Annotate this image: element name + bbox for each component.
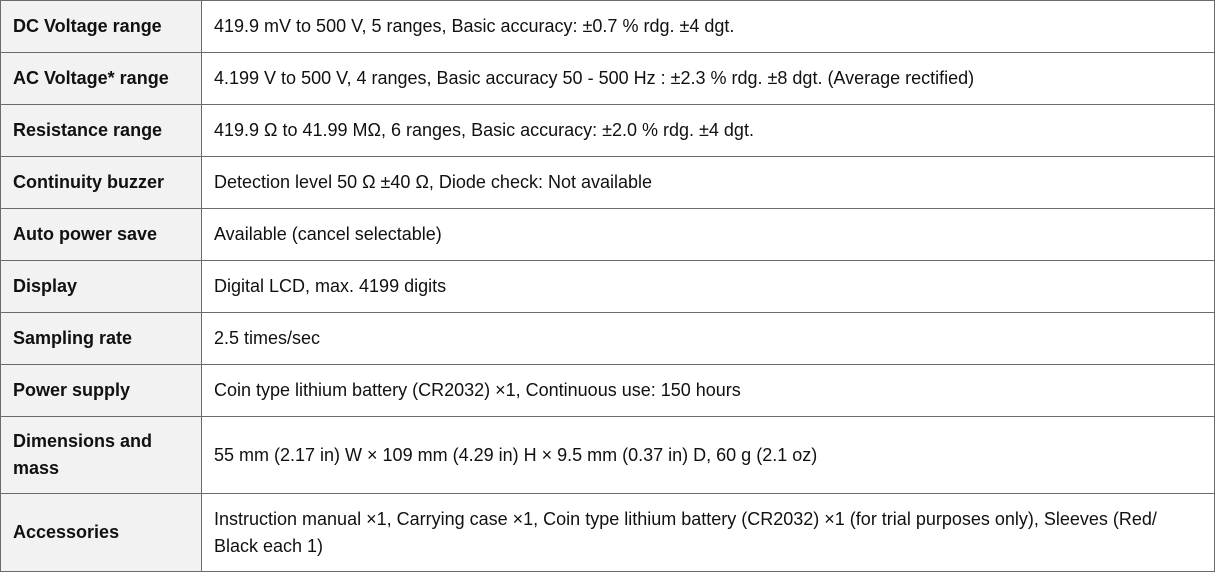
spec-value: 419.9 mV to 500 V, 5 ranges, Basic accuracy: ±0.7 % rdg. ±4 dgt. xyxy=(202,1,1215,53)
spec-row-ac-voltage xyxy=(1,53,1215,105)
spec-row-dimensions xyxy=(1,417,1215,494)
spec-label: Continuity buzzer xyxy=(1,157,202,209)
spec-value: 419.9 Ω to 41.99 MΩ, 6 ranges, Basic accuracy: ±2.0 % rdg. ±4 dgt. xyxy=(202,105,1215,157)
spec-value: Available (cancel selectable) xyxy=(202,209,1215,261)
spec-label: Accessories xyxy=(1,494,202,572)
spec-label: DC Voltage range xyxy=(1,1,202,53)
spec-row-power-supply xyxy=(1,365,1215,417)
spec-row-display xyxy=(1,261,1215,313)
spec-label: Resistance range xyxy=(1,105,202,157)
spec-label: Display xyxy=(1,261,202,313)
spec-label: Sampling rate xyxy=(1,313,202,365)
spec-value: 55 mm (2.17 in) W × 109 mm (4.29 in) H × 9.5 mm (0.37 in) D, 60 g (2.1 oz) xyxy=(202,417,1215,494)
spec-row-resistance xyxy=(1,105,1215,157)
spec-label: Auto power save xyxy=(1,209,202,261)
spec-label: AC Voltage* range xyxy=(1,53,202,105)
spec-label: Power supply xyxy=(1,365,202,417)
spec-label: Dimensions and mass xyxy=(1,417,202,494)
spec-row-accessories xyxy=(1,494,1215,572)
spec-value: Detection level 50 Ω ±40 Ω, Diode check: Not available xyxy=(202,157,1215,209)
spec-row-continuity xyxy=(1,157,1215,209)
spec-value: Instruction manual ×1, Carrying case ×1, Coin type lithium battery (CR2032) ×1 (for trial purposes only), Sleeves (Red/ Black each 1) xyxy=(202,494,1215,572)
spec-value: 2.5 times/sec xyxy=(202,313,1215,365)
spec-value: Digital LCD, max. 4199 digits xyxy=(202,261,1215,313)
spec-row-auto-power-save xyxy=(1,209,1215,261)
spec-value: 4.199 V to 500 V, 4 ranges, Basic accuracy 50 - 500 Hz : ±2.3 % rdg. ±8 dgt. (Average rectified) xyxy=(202,53,1215,105)
spec-row-sampling-rate xyxy=(1,313,1215,365)
spec-row-dc-voltage xyxy=(1,1,1215,53)
spec-value: Coin type lithium battery (CR2032) ×1, Continuous use: 150 hours xyxy=(202,365,1215,417)
